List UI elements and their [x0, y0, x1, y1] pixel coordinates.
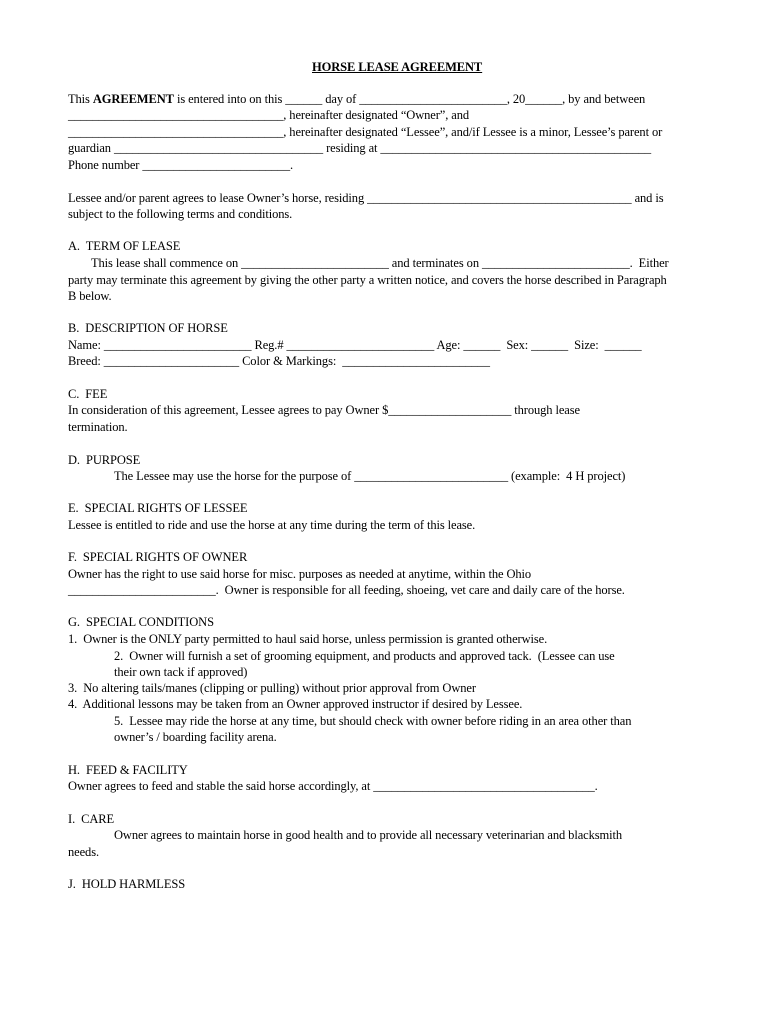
section-a-line-3: B below.: [68, 289, 112, 303]
intro-pre: This: [68, 92, 93, 106]
section-e-line-1: Lessee is entitled to ride and use the horse at any time during the term of this lease.: [68, 518, 476, 532]
section-i-line-1: Owner agrees to maintain horse in good health and to provide all necessary veterinarian and blacksmith: [114, 828, 623, 842]
section-c-line-2: termination.: [68, 420, 128, 434]
section-a-line-2: party may terminate this agreement by giving the other party a written notice, and covers the horse described in Paragraph: [68, 273, 667, 287]
agreement-bold: AGREEMENT: [92, 92, 174, 106]
section-c-line-1: In consideration of this agreement, Lessee agrees to pay Owner $____________________ through lease: [68, 403, 580, 417]
section-e-heading: E. SPECIAL RIGHTS OF LESSEE: [68, 501, 248, 515]
section-h-line-1: Owner agrees to feed and stable the said horse accordingly, at ____________________________________.: [68, 779, 598, 793]
section-g-item-3: 3. No altering tails/manes (clipping or pulling) without prior approval from Owner: [68, 681, 476, 695]
section-b-line-2: Breed: ______________________ Color & Markings: ________________________: [68, 354, 490, 368]
section-d-heading: D. PURPOSE: [68, 453, 141, 467]
section-g-heading: G. SPECIAL CONDITIONS: [68, 615, 214, 629]
section-h-heading: H. FEED & FACILITY: [68, 763, 188, 777]
section-g-item-1: 1. Owner is the ONLY party permitted to haul said horse, unless permission is granted otherwise.: [68, 632, 548, 646]
section-a-heading: A. TERM OF LEASE: [68, 239, 181, 253]
lessee-para-line-2: subject to the following terms and conditions.: [68, 207, 293, 221]
section-g-item-5-line-1: 5. Lessee may ride the horse at any time, but should check with owner before riding in an area other than: [114, 714, 632, 728]
section-g-item-5-line-2: owner’s / boarding facility arena.: [114, 730, 277, 744]
intro-line-4: guardian __________________________________ residing at ____________________________________________: [68, 141, 652, 155]
lessee-para-line-1: Lessee and/or parent agrees to lease Owner’s horse, residing ___________________________________________ and is: [68, 191, 664, 205]
document-title: HORSE LEASE AGREEMENT: [312, 60, 483, 74]
section-f-heading: F. SPECIAL RIGHTS OF OWNER: [68, 550, 248, 564]
intro-line-3: ___________________________________, hereinafter designated “Lessee”, and/if Lessee is a minor, Lessee’s parent or: [68, 125, 663, 139]
section-c-heading: C. FEE: [68, 387, 108, 401]
intro-line-2: ___________________________________, hereinafter designated “Owner”, and: [68, 108, 470, 122]
section-g-item-2-line-1: 2. Owner will furnish a set of grooming equipment, and products and approved tack. (Lessee can use: [114, 649, 615, 663]
section-a-line-1: This lease shall commence on ________________________ and terminates on ________________________. Either: [91, 256, 669, 270]
intro-line-5: Phone number ________________________.: [68, 158, 294, 172]
section-i-heading: I. CARE: [68, 812, 115, 826]
section-f-line-2: ________________________. Owner is responsible for all feeding, shoeing, vet care and daily care of the horse.: [68, 583, 625, 597]
intro-post: is entered into on this ______ day of ________________________, 20______, by and between: [173, 92, 646, 106]
section-d-line-1: The Lessee may use the horse for the purpose of _________________________ (example: 4 H project): [114, 469, 626, 483]
intro-line-1: [68, 91, 645, 107]
section-f-line-1: Owner has the right to use said horse for misc. purposes as needed at anytime, within the Ohio: [68, 567, 532, 581]
section-g-item-4: 4. Additional lessons may be taken from an Owner approved instructor if desired by Lessee.: [68, 697, 523, 711]
section-g-item-2-line-2: their own tack if approved): [114, 665, 248, 679]
section-b-heading: B. DESCRIPTION OF HORSE: [68, 321, 228, 335]
section-i-line-2: needs.: [68, 845, 99, 859]
section-j-heading: J. HOLD HARMLESS: [68, 877, 186, 891]
section-b-line-1: Name: ________________________ Reg.# ________________________ Age: ______ Sex: ______ Size: ______: [68, 338, 642, 352]
